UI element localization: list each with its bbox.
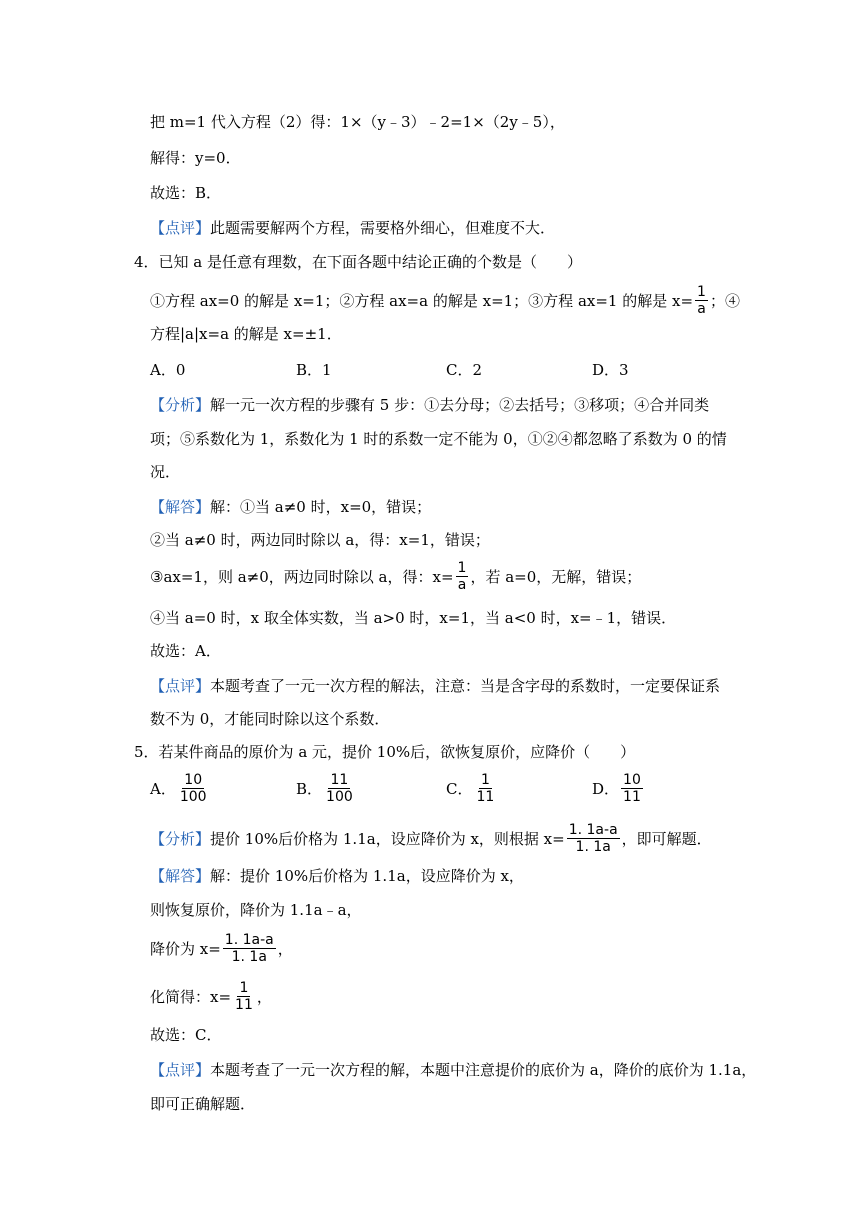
q5-answer-line-4 (150, 980, 272, 1013)
fraction-numerator: 1 (457, 560, 467, 576)
q4-answer-line-3 (150, 560, 641, 593)
analysis-tail: ，即可解题． (621, 829, 712, 848)
q5-option-a (150, 772, 211, 805)
fraction-numerator: 1 (480, 772, 490, 788)
q4-analysis-line-2: 项；⑤系数化为 1，系数化为 1 时的系数一定不能为 0，①②④都忽略了系数为 0 的情 (150, 430, 727, 448)
review-text: 此题需要解两个方程，需要格外细心，但难度不大． (210, 219, 556, 237)
fraction-numerator: 1. 1a-a (224, 932, 274, 948)
q5-stem: 5．若某件商品的原价为 a 元，提价 10%后，欲恢复原价，应降价（ ） (134, 743, 636, 761)
q5-option-c (446, 772, 498, 805)
fraction-numerator: 1 (697, 284, 706, 300)
q4-choice: 故选：A． (150, 642, 221, 660)
q5-analysis (150, 822, 712, 855)
option-fraction (621, 772, 643, 805)
review-tag: 【点评】 (150, 219, 211, 237)
fraction-numerator: 1. 1a-a (568, 822, 618, 838)
q4-stem: 4．已知 a 是任意有理数，在下面各题中结论正确的个数是（ ） (134, 253, 583, 271)
fraction-numerator: 1 (239, 980, 249, 996)
review-tag: 【点评】 (150, 1061, 211, 1079)
prev-solution-line-1: 把 m=1 代入方程（2）得：1×（y﹣3）﹣2=1×（2y﹣5）， (150, 113, 565, 131)
prev-solution-review (150, 218, 555, 238)
fraction-denominator: 11 (235, 997, 253, 1013)
prev-solution-line-2: 解得：y=0． (150, 149, 241, 167)
q4-statements-line-1 (150, 284, 740, 317)
q4-option-d: D．3 (592, 361, 629, 379)
review-text: 本题考查了一元一次方程的解，本题中注意提价的底价为 a，降价的底价为 1.1a， (210, 1061, 757, 1079)
q4-fraction (695, 284, 708, 317)
option-fraction (324, 772, 355, 805)
q5-review-line-1 (150, 1060, 756, 1080)
fraction-denominator: 11 (476, 789, 495, 805)
review-tag: 【点评】 (150, 677, 211, 695)
q4-statements-line-2: 方程|a|x=a 的解是 x=±1． (150, 325, 342, 343)
q4-option-a: A．0 (150, 361, 186, 379)
analysis-text: 提价 10%后价格为 1.1a，设应降价为 x，则根据 x= (210, 829, 565, 848)
option-letter: D． (592, 780, 620, 798)
analysis-tag: 【分析】 (150, 396, 211, 414)
review-text: 本题考查了一元一次方程的解法，注意：当是含字母的系数时，一定要保证系 (210, 677, 721, 695)
q5-answer-line-1 (150, 866, 524, 886)
fraction-numerator: 10 (184, 772, 203, 788)
fraction-denominator: a (697, 301, 706, 317)
q5-choice: 故选：C． (150, 1026, 222, 1044)
analysis-text: 解一元一次方程的步骤有 5 步：①去分母；②去括号；③移项；④合并同类 (210, 396, 710, 414)
option-fraction (474, 772, 496, 805)
fraction-denominator: a (457, 577, 467, 593)
q4-answer-line-2: ②当 a≠0 时，两边同时除以 a，得：x=1，错误； (150, 531, 490, 549)
option-fraction (178, 772, 209, 805)
answer-tail: ，若 a=0，无解，错误； (470, 567, 642, 586)
q5-answer-line-2: 则恢复原价，降价为 1.1a﹣a， (150, 901, 362, 919)
q5-option-d (592, 772, 645, 805)
q4-analysis-line-3: 况． (150, 463, 181, 481)
fraction-numerator: 10 (623, 772, 641, 788)
option-letter: C． (446, 780, 473, 798)
q4-answer-line-4: ④当 a=0 时，x 取全体实数，当 a>0 时，x=1，当 a<0 时，x=﹣1，错误． (150, 609, 677, 627)
fraction-denominator: 100 (326, 789, 353, 805)
fraction-denominator: 1. 1a (575, 839, 611, 855)
q5-review-line-2: 即可正确解题． (150, 1095, 256, 1113)
answer-tag: 【解答】 (150, 498, 211, 516)
q5-analysis-fraction (567, 822, 620, 855)
answer-text: 解：提价 10%后价格为 1.1a，设应降价为 x， (210, 867, 524, 885)
answer-tail: ， (256, 987, 272, 1006)
q4-statements-text: ①方程 ax=0 的解是 x=1；②方程 ax=a 的解是 x=1；③方程 ax=1 的解是 x= (150, 291, 694, 310)
q4-option-b: B．1 (296, 361, 332, 379)
q4-analysis-line-1 (150, 395, 709, 415)
fraction-denominator: 100 (179, 789, 207, 805)
prev-solution-choice: 故选：B． (150, 184, 222, 202)
answer-tag: 【解答】 (150, 867, 211, 885)
q4-answer-fraction (456, 560, 469, 593)
q5-answer-line-3 (150, 932, 293, 965)
answer-tail: ， (277, 939, 293, 958)
option-letter: B． (296, 780, 323, 798)
q5-option-b (296, 772, 357, 805)
q4-option-c: C．2 (446, 361, 483, 379)
q4-review-line-1 (150, 676, 720, 696)
q4-review-line-2: 数不为 0，才能同时除以这个系数． (150, 710, 390, 728)
q4-statements-tail: ；④ (709, 291, 740, 310)
fraction-numerator: 11 (330, 772, 349, 788)
q5-simplified-fraction (233, 980, 255, 1013)
answer-text: 降价为 x= (150, 939, 221, 958)
option-letter: A． (150, 780, 176, 798)
q4-answer-line-1 (150, 497, 431, 517)
fraction-denominator: 1. 1a (231, 949, 267, 965)
analysis-tag: 【分析】 (150, 829, 211, 848)
q5-answer-fraction (223, 932, 276, 965)
answer-text: 化简得：x= (150, 987, 232, 1006)
answer-text: 解：①当 a≠0 时，x=0，错误； (210, 498, 432, 516)
fraction-denominator: 11 (623, 789, 641, 805)
answer-text: ③ax=1，则 a≠0，两边同时除以 a，得：x= (150, 567, 454, 586)
